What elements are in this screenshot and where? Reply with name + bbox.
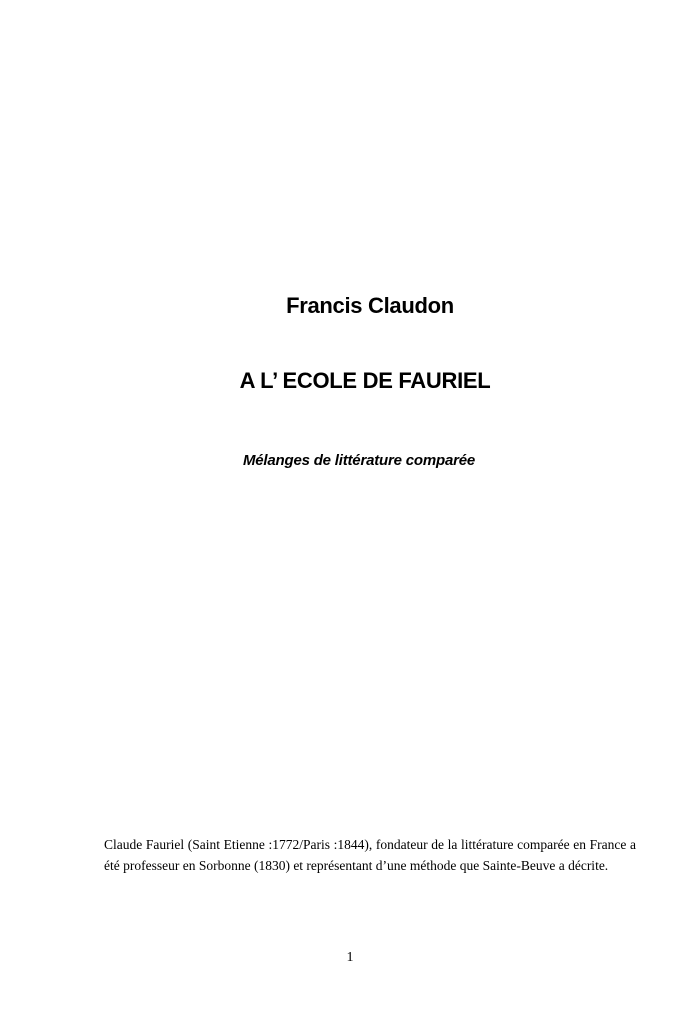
- book-subtitle: Mélanges de littérature comparée: [242, 452, 476, 469]
- description-paragraph: Claude Fauriel (Saint Etienne :1772/Paris :1844), fondateur de la littérature comparée en France a été professeur en Sorbonne (1830) et représentant d’une méthode que Sainte-Beuve a décrite.: [104, 836, 636, 873]
- author-name: Francis Claudon: [286, 293, 454, 318]
- page-number: 1: [346, 950, 354, 965]
- book-title: A L’ ECOLE DE FAURIEL: [239, 368, 491, 393]
